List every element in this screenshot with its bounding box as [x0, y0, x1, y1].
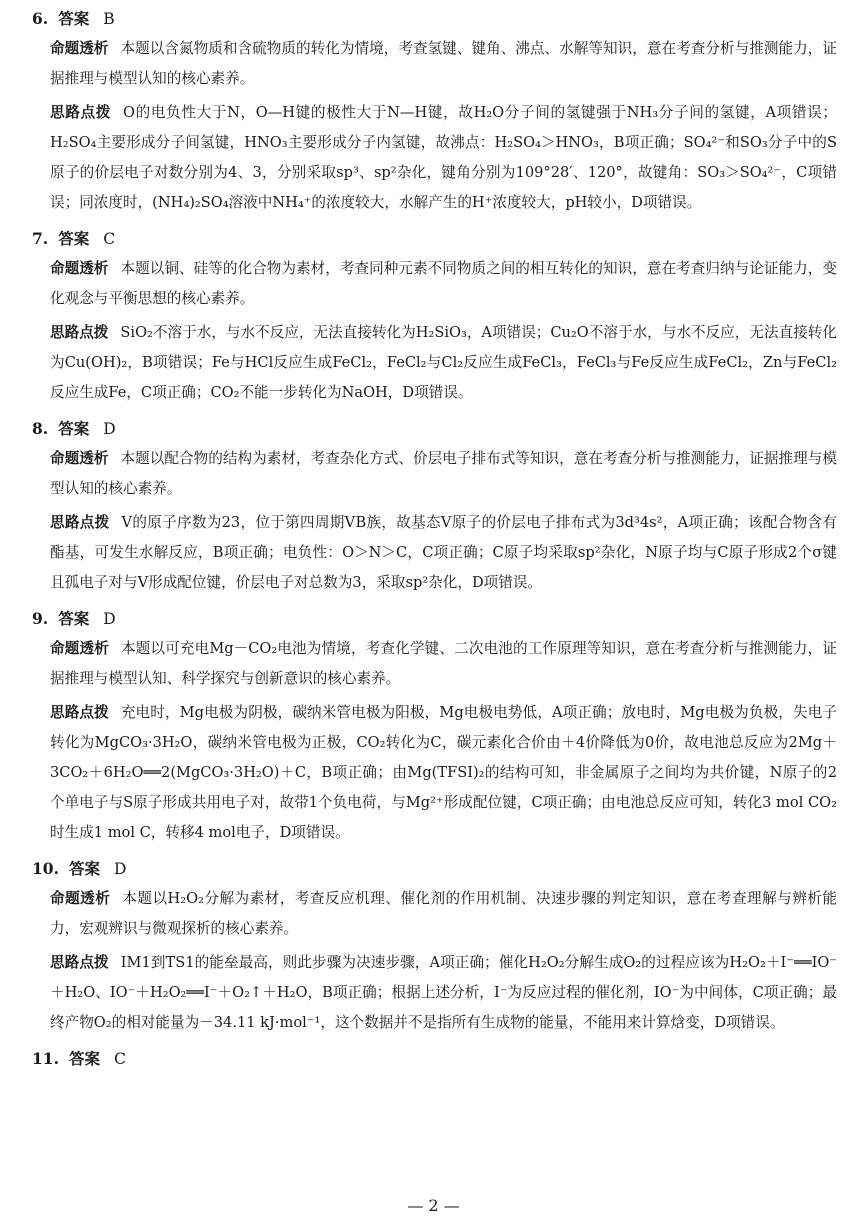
paragraph-text: 本题以可充电Mg－CO₂电池为情境，考查化学键、二次电池的工作原理等知识，意在考查分析与推测能力，证据推理与模型认知、科学探究与创新意识的核心素养。 [50, 640, 837, 687]
paragraph-text: 本题以H₂O₂分解为素材，考查反应机理、催化剂的作用机制、决速步骤的判定知识，意在考查理解与辨析能力，宏观辨识与微观探析的核心素养。 [50, 890, 837, 937]
analysis-paragraph [32, 254, 837, 314]
answer-label: 答案 [58, 9, 90, 28]
paragraph-label: 思路点拨 [50, 514, 110, 531]
question-section [32, 1048, 837, 1070]
analysis-paragraph [32, 884, 837, 944]
question-header [32, 858, 837, 880]
question-number: 7. [32, 229, 49, 248]
answer-value: D [103, 610, 116, 628]
paragraph-label: 命题透析 [50, 260, 109, 277]
paragraph-text: O的电负性大于N，O—H键的极性大于N—H键，故H₂O分子间的氢键强于NH₃分子间的氢键，A项错误；H₂SO₄主要形成分子间氢键，HNO₃主要形成分子内氢键，故沸点：H₂SO₄＞HNO₃，B项正确；SO₄²⁻和SO₃分子中的S原子的价层电子对数分别为4、3，分别采取sp³、sp²杂化，键角分别为109°28′、120°，故键角：SO₃＞SO₄²⁻，C项错误；同浓度时，(NH₄)₂SO₄溶液中NH₄⁺的浓度较大，水解产生的H⁺浓度较大，pH较小，D项错误。 [50, 104, 837, 211]
question-number: 9. [32, 609, 49, 628]
question-header [32, 418, 837, 440]
question-number: 8. [32, 419, 49, 438]
paragraph-label: 命题透析 [50, 40, 109, 57]
questions-container [32, 8, 837, 1070]
answer-label: 答案 [58, 419, 90, 438]
solution-paragraph [32, 98, 837, 218]
paragraph-text: SiO₂不溶于水，与水不反应，无法直接转化为H₂SiO₃，A项错误；Cu₂O不溶于水，与水不反应，无法直接转化为Cu(OH)₂，B项错误；Fe与HCl反应生成FeCl₂，FeCl₂与Cl₂反应生成FeCl₃，FeCl₃与Fe反应生成FeCl₂，Zn与FeCl₂反应生成Fe，C项正确；CO₂不能一步转化为NaOH，D项错误。 [50, 324, 837, 401]
answer-label: 答案 [68, 859, 100, 878]
paragraph-label: 命题透析 [50, 640, 109, 657]
paragraph-label: 思路点拨 [50, 954, 109, 971]
answer-value: D [113, 860, 127, 878]
analysis-paragraph [32, 634, 837, 694]
solution-paragraph [32, 318, 837, 408]
question-section [32, 8, 837, 218]
paragraph-text: IM1到TS1的能垒最高，则此步骤为决速步骤，A项正确；催化H₂O₂分解生成O₂的过程应该为H₂O₂＋I⁻══IO⁻＋H₂O、IO⁻＋H₂O₂══I⁻＋O₂↑＋H₂O，B项正确；根据上述分析，I⁻为反应过程的催化剂，IO⁻为中间体，C项正确；最终产物O₂的相对能量为－34.11 kJ·mol⁻¹，这个数据并不是指所有生成物的能量，不能用来计算焓变，D项错误。 [50, 954, 837, 1031]
question-header [32, 1048, 837, 1070]
question-number: 6. [32, 9, 49, 28]
answer-label: 答案 [58, 609, 90, 628]
paragraph-label: 思路点拨 [50, 704, 109, 721]
paragraph-label: 思路点拨 [50, 104, 111, 121]
question-header [32, 228, 837, 250]
paragraph-text: 本题以铜、硅等的化合物为素材，考查同种元素不同物质之间的相互转化的知识，意在考查归纳与论证能力，变化观念与平衡思想的核心素养。 [50, 260, 837, 307]
solution-paragraph [32, 698, 837, 848]
paragraph-label: 命题透析 [50, 890, 111, 907]
paragraph-text: 本题以配合物的结构为素材，考查杂化方式、价层电子排布式等知识，意在考查分析与推测能力，证据推理与模型认知的核心素养。 [50, 450, 837, 497]
question-section [32, 858, 837, 1038]
question-number: 11. [32, 1049, 59, 1068]
analysis-paragraph [32, 34, 837, 94]
question-section [32, 418, 837, 598]
answer-label: 答案 [58, 229, 90, 248]
question-section [32, 228, 837, 408]
page-number: — 2 — [407, 1196, 460, 1215]
question-header [32, 8, 837, 30]
paragraph-text: V的原子序数为23，位于第四周期ⅤB族，故基态V原子的价层电子排布式为3d³4s²，A项正确；该配合物含有酯基，可发生水解反应，B项正确；电负性：O＞N＞C，C项正确；C原子均采取sp²杂化，N原子均与C原子形成2个σ键且孤电子对与V形成配位键，价层电子对总数为3，采取sp²杂化，D项错误。 [50, 514, 837, 591]
answer-value: B [103, 10, 115, 28]
paragraph-text: 充电时，Mg电极为阴极，碳纳米管电极为阳极，Mg电极电势低，A项正确；放电时，Mg电极为负极，失电子转化为MgCO₃·3H₂O，碳纳米管电极为正极，CO₂转化为C，碳元素化合价由＋4价降低为0价，故电池总反应为2Mg＋3CO₂＋6H₂O══2(MgCO₃·3H₂O)＋C，B项正确；由Mg(TFSI)₂的结构可知，非金属原子之间均为共价键，N原子的2个单电子与S原子形成共用电子对，故带1个负电荷，与Mg²⁺形成配位键，C项正确；由电池总反应可知，转化3 mol CO₂时生成1 mol C，转移4 mol电子，D项错误。 [50, 704, 837, 841]
answer-value: C [103, 230, 116, 248]
answer-value: C [113, 1050, 126, 1068]
question-section [32, 608, 837, 848]
analysis-paragraph [32, 444, 837, 504]
question-number: 10. [32, 859, 59, 878]
solution-paragraph [32, 948, 837, 1038]
solution-paragraph [32, 508, 837, 598]
paragraph-label: 思路点拨 [50, 324, 109, 341]
paragraph-label: 命题透析 [50, 450, 109, 467]
paragraph-text: 本题以含氮物质和含硫物质的转化为情境，考查氢键、键角、沸点、水解等知识，意在考查分析与推测能力，证据推理与模型认知的核心素养。 [50, 40, 837, 87]
answer-value: D [103, 420, 116, 438]
question-header [32, 608, 837, 630]
answer-label: 答案 [68, 1049, 100, 1068]
